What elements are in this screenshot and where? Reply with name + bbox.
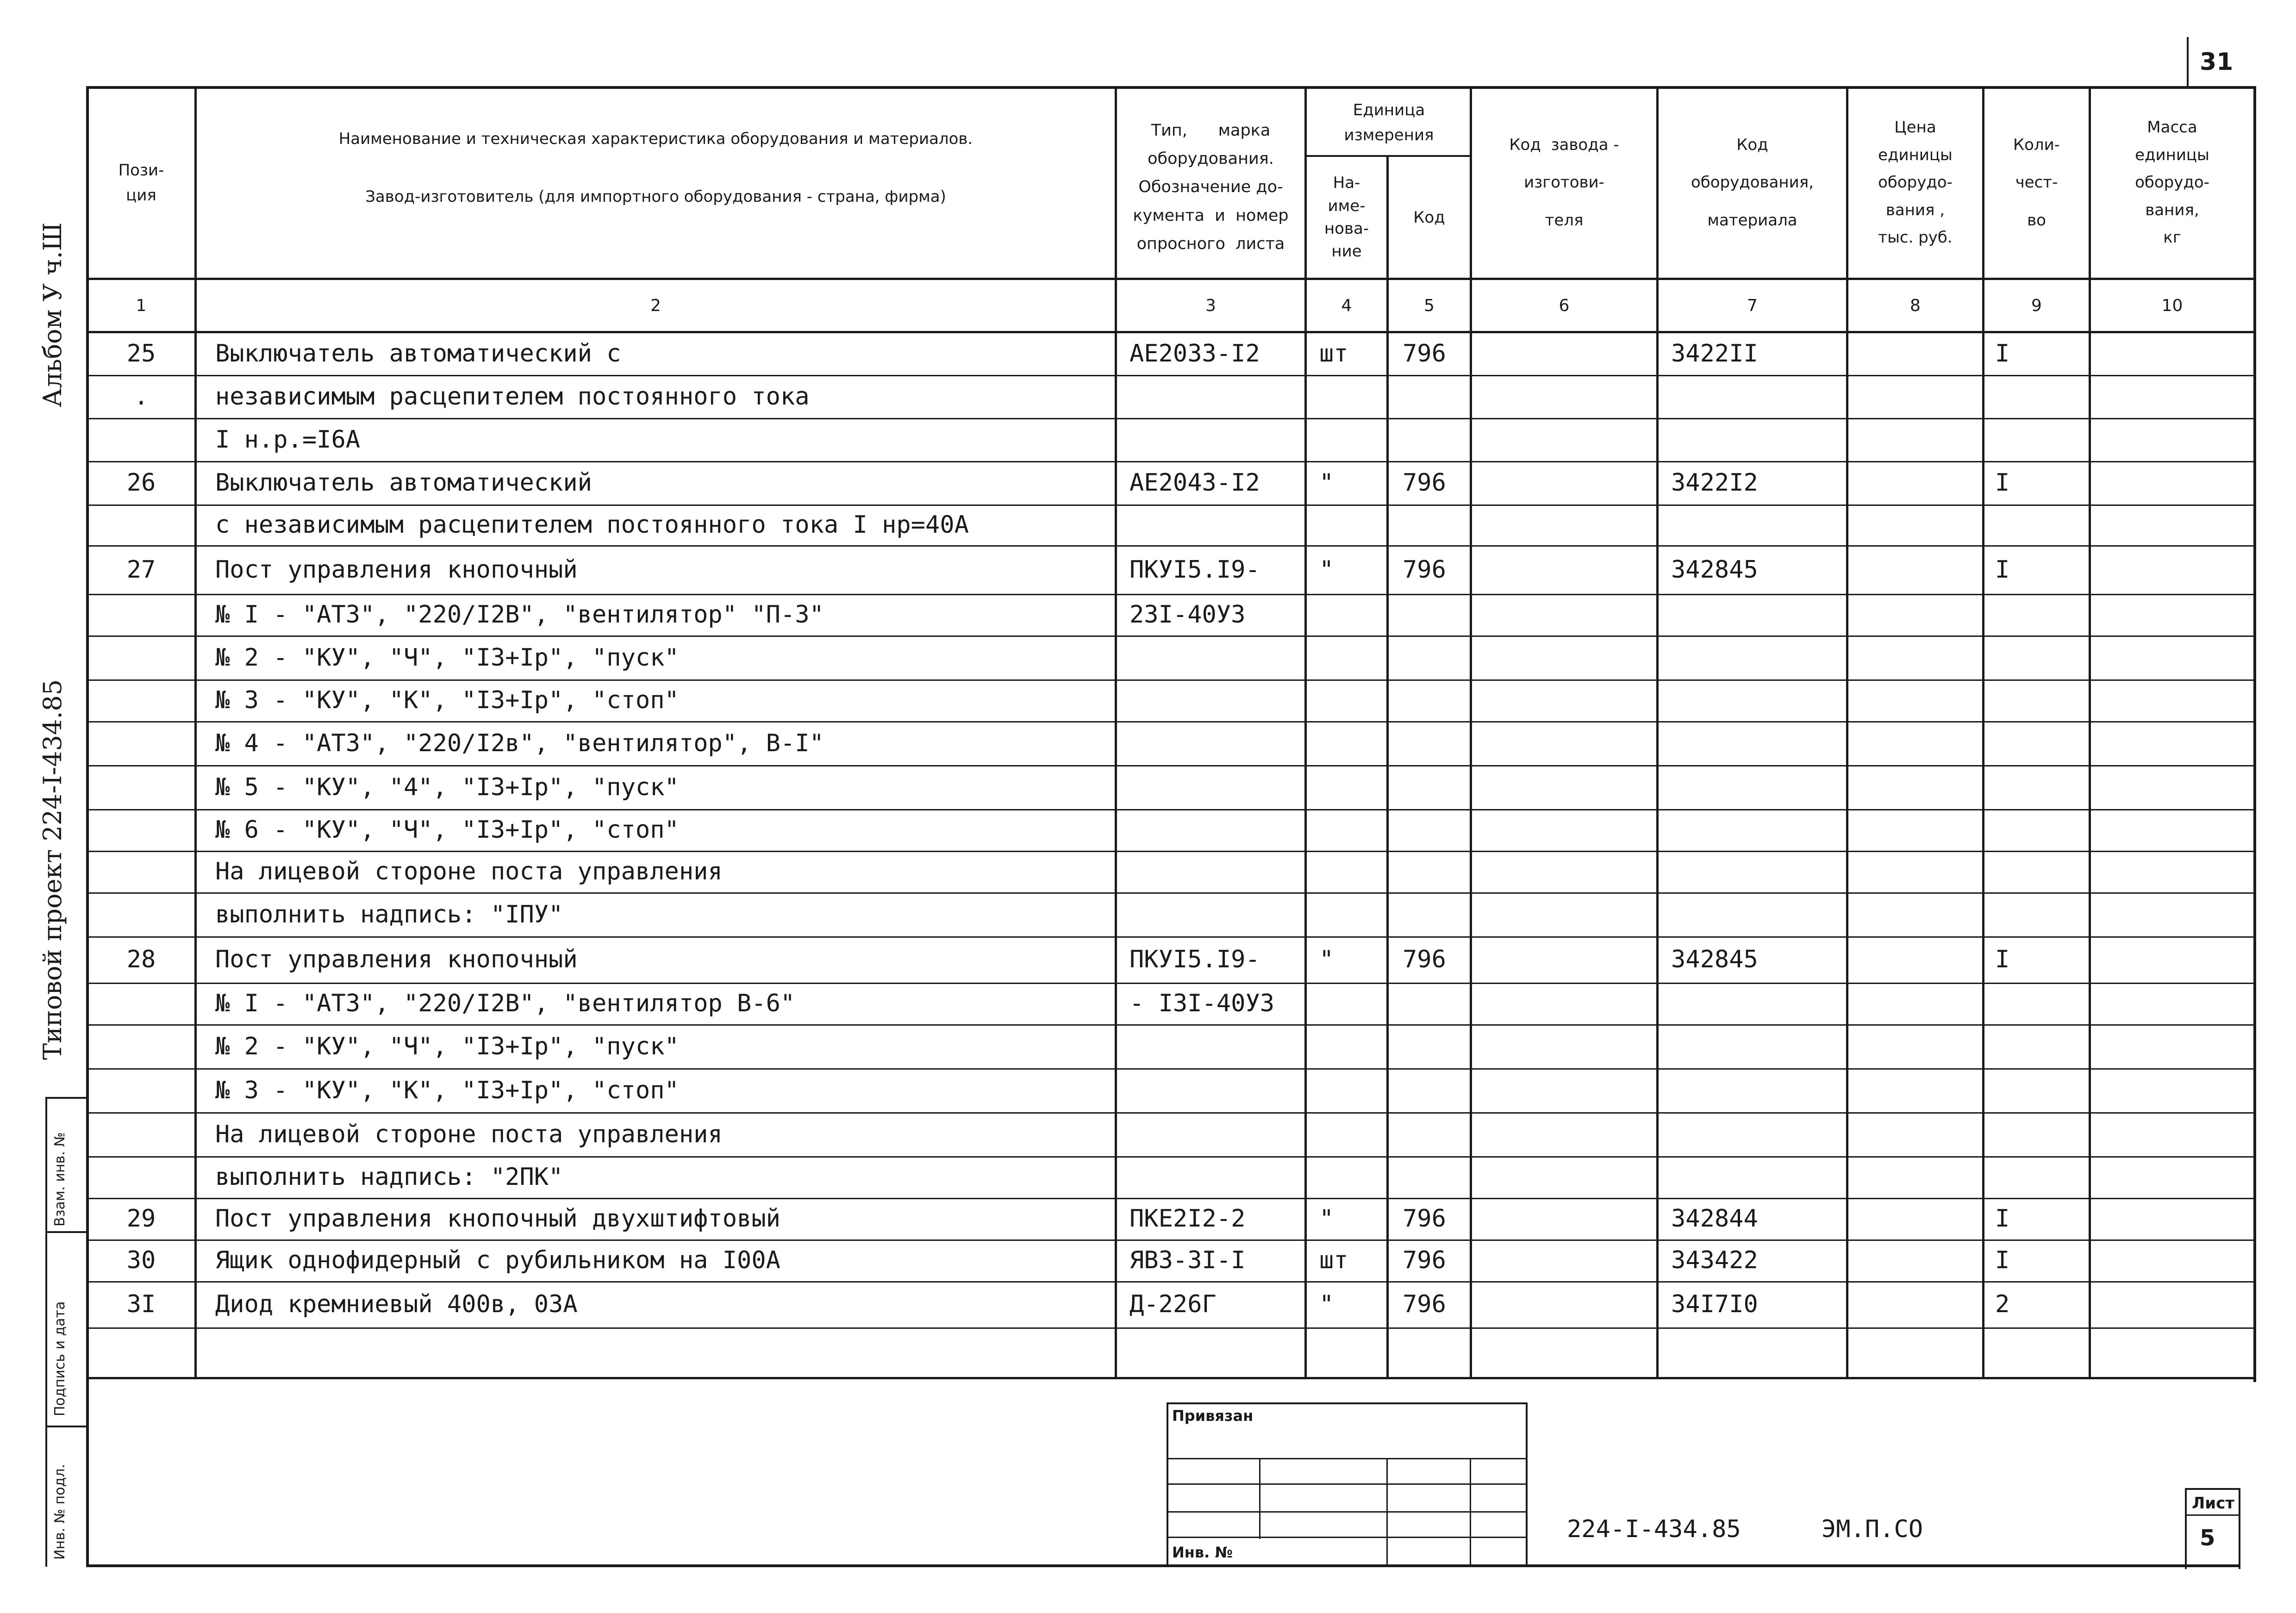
column-number: 6	[1559, 296, 1570, 315]
cell-unit: шт	[1319, 340, 1348, 367]
cell-name: Пост управления кнопочный	[215, 555, 578, 584]
stamp-cell-replace: Взам. инв. №	[52, 1132, 68, 1227]
cell-name: На лицевой стороне поста управления	[215, 1120, 723, 1148]
cell-name: № 2 - "КУ", "Ч", "I3+Iр", "пуск"	[215, 1032, 679, 1060]
row-divider	[86, 721, 2256, 722]
cell-equip: 34I7I0	[1671, 1290, 1758, 1318]
cell-name: № 4 - "АТЗ", "220/I2в", "вентилятор", В-I"	[215, 729, 824, 757]
cell-equip: 342845	[1671, 946, 1758, 973]
cell-type: ПКУI5.I9-	[1129, 946, 1260, 973]
cell-pos: 28	[126, 946, 156, 973]
row-divider	[86, 679, 2256, 681]
corner-sheet-number: 31	[2200, 48, 2234, 76]
cell-qty: I	[1995, 1205, 2010, 1233]
cell-name: Выключатель автоматический с	[215, 340, 621, 367]
cell-qty: I	[1995, 469, 2010, 497]
row-divider	[86, 1068, 2256, 1070]
column-number: 5	[1424, 296, 1435, 315]
column-number: 3	[1205, 296, 1216, 315]
cell-name: Диод кремниевый 400в, 03А	[215, 1290, 578, 1318]
row-divider	[86, 1024, 2256, 1026]
row-divider	[86, 1156, 2256, 1158]
column-number: 4	[1341, 296, 1352, 315]
cell-code: 796	[1403, 469, 1446, 497]
row-divider	[86, 418, 2256, 419]
stamp-cell-inventory: Инв. № подл.	[52, 1464, 68, 1560]
stamp-cell-signature: Подпись и дата	[52, 1301, 68, 1416]
cell-unit: "	[1319, 946, 1334, 973]
header-position: Пози- ция	[118, 161, 164, 205]
cell-type: АЕ2033-I2	[1129, 340, 1260, 367]
cell-type: - I3I-40УЗ	[1129, 990, 1275, 1017]
cell-unit: "	[1319, 1205, 1334, 1233]
cell-name: № I - "АТЗ", "220/I2В", "вентилятор В-6"	[215, 990, 795, 1017]
row-divider	[86, 504, 2256, 506]
cell-name: выполнить надпись: "2ПК"	[215, 1163, 563, 1191]
cell-code: 796	[1403, 946, 1446, 973]
cell-qty: I	[1995, 946, 2010, 973]
document-mark: ЭМ.П.СО	[1822, 1515, 1923, 1543]
header-price: Цена единицы оборудо- вания , тыс. руб.	[1878, 118, 1953, 247]
column-number: 1	[136, 296, 147, 315]
row-divider	[86, 765, 2256, 766]
cell-pos: 3I	[126, 1290, 156, 1318]
cell-type: ЯВЗ-3I-I	[1129, 1246, 1246, 1274]
row-divider	[86, 594, 2256, 595]
cell-unit: "	[1319, 555, 1334, 584]
inventory-label: Инв. №	[1172, 1544, 1233, 1561]
cell-equip: 3422I2	[1671, 469, 1758, 497]
cell-qty: I	[1995, 1246, 2010, 1274]
row-divider	[86, 1112, 2256, 1114]
column-number: 2	[650, 296, 661, 315]
cell-type: Д-226Г	[1129, 1290, 1217, 1318]
cell-qty: I	[1995, 555, 2010, 584]
row-divider	[86, 461, 2256, 462]
cell-name: № 6 - "КУ", "Ч", "I3+Iр", "стоп"	[215, 816, 679, 844]
cell-name: № I - "АТЗ", "220/I2В", "вентилятор" "П-3"	[215, 601, 824, 629]
cell-type: ПКУI5.I9-	[1129, 555, 1260, 584]
cell-name: № 5 - "КУ", "4", "I3+Iр", "пуск"	[215, 773, 679, 801]
header-quantity: Коли- чест- во	[2013, 135, 2060, 230]
cell-name: На лицевой стороне поста управления	[215, 858, 723, 885]
cell-code: 796	[1403, 555, 1446, 584]
privyazan-label: Привязан	[1172, 1407, 1254, 1425]
header-name-line2: Завод-изготовитель (для импортного оборудования - страна, фирма)	[365, 187, 946, 206]
cell-type: АЕ2043-I2	[1129, 469, 1260, 497]
cell-name: Ящик однофидерный с рубильником на I00А	[215, 1246, 780, 1274]
cell-qty: 2	[1995, 1290, 2010, 1318]
row-divider	[86, 1281, 2256, 1283]
row-divider	[86, 545, 2256, 547]
cell-equip: 343422	[1671, 1246, 1758, 1274]
row-divider	[86, 1239, 2256, 1241]
cell-type: ПКЕ2I2-2	[1129, 1205, 1246, 1233]
header-factory-code: Код завода - изготови- теля	[1509, 135, 1619, 230]
cell-code: 796	[1403, 1246, 1446, 1274]
row-divider	[86, 1198, 2256, 1199]
header-unit-group: Единица измерения	[1344, 100, 1434, 144]
project-label: Типовой проект 224-I-434.85	[38, 679, 67, 1060]
cell-equip: 342844	[1671, 1205, 1758, 1233]
cell-equip: 3422II	[1671, 340, 1758, 367]
cell-pos: 30	[126, 1246, 156, 1274]
row-divider	[86, 809, 2256, 810]
cell-equip: 342845	[1671, 555, 1758, 584]
column-number: 8	[1910, 296, 1921, 315]
cell-name: независимым расцепителем постоянного тока	[215, 382, 810, 411]
header-unit-name: На- име- нова- ние	[1324, 174, 1369, 261]
cell-name: I н.р.=I6А	[215, 425, 361, 454]
cell-name: Пост управления кнопочный	[215, 946, 578, 973]
header-type: Тип, марка оборудования. Обозначение до- кумента и номер опросного листа	[1133, 121, 1289, 253]
row-divider	[86, 936, 2256, 938]
cell-unit: "	[1319, 469, 1334, 497]
cell-code: 796	[1403, 1290, 1446, 1318]
row-divider	[86, 1327, 2256, 1329]
cell-name: выполнить надпись: "IПУ"	[215, 900, 563, 928]
cell-name: № 2 - "КУ", "Ч", "I3+Iр", "пуск"	[215, 643, 679, 672]
cell-name: Выключатель автоматический	[215, 469, 592, 497]
row-divider	[86, 983, 2256, 984]
row-divider	[86, 375, 2256, 376]
cell-pos: 26	[126, 469, 156, 497]
row-divider	[86, 851, 2256, 852]
cell-unit: шт	[1319, 1246, 1348, 1274]
cell-pos: 29	[126, 1205, 156, 1233]
cell-name: № 3 - "КУ", "К", "I3+Iр", "стоп"	[215, 686, 679, 714]
cell-name: Пост управления кнопочный двухштифтовый	[215, 1205, 780, 1233]
cell-unit: "	[1319, 1290, 1334, 1318]
sheet-number: 5	[2200, 1525, 2215, 1551]
document-code: 224-I-434.85	[1567, 1515, 1741, 1543]
row-divider	[86, 635, 2256, 637]
cell-code: 796	[1403, 1205, 1446, 1233]
header-mass: Масса единицы оборудо- вания, кг	[2135, 118, 2209, 247]
header-equipment-code: Код оборудования, материала	[1691, 135, 1814, 230]
cell-pos: 27	[126, 555, 156, 584]
column-number: 9	[2031, 296, 2042, 315]
cell-code: 796	[1403, 340, 1446, 367]
column-number: 10	[2161, 296, 2183, 315]
cell-name: с независимым расцепителем постоянного тока I нр=40А	[215, 511, 969, 539]
cell-type: 23I-40УЗ	[1129, 601, 1246, 629]
cell-pos: 25	[126, 340, 156, 367]
header-name-line1: Наименование и техническая характеристика оборудования и материалов.	[338, 129, 973, 148]
album-label: Альбом У ч.Ш	[38, 222, 67, 407]
column-number: 7	[1747, 296, 1758, 315]
row-divider	[86, 892, 2256, 894]
header-unit-code: Код	[1413, 208, 1445, 227]
sheet-label: Лист	[2192, 1494, 2234, 1513]
cell-qty: I	[1995, 340, 2010, 367]
cell-pos: .	[134, 382, 149, 411]
cell-name: № 3 - "КУ", "К", "I3+Iр", "стоп"	[215, 1076, 679, 1104]
